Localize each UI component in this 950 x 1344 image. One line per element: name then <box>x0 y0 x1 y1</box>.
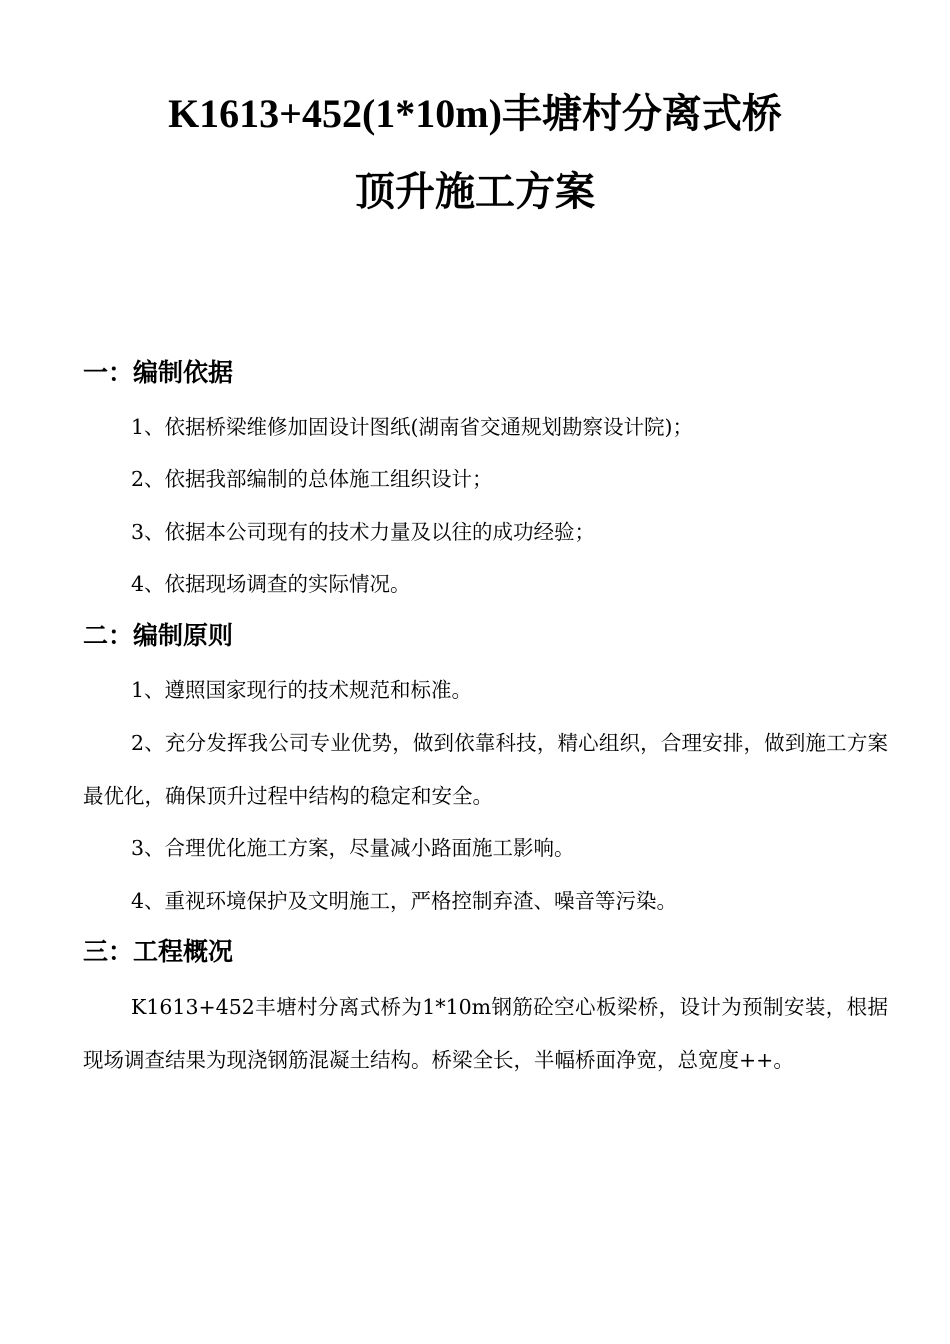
section-heading-overview: 三：工程概况 <box>83 937 234 966</box>
principle-item-3: 3、合理优化施工方案，尽量减小路面施工影响。 <box>131 836 575 860</box>
section-heading-principles: 二：编制原则 <box>83 621 234 650</box>
document-title-line-1: K1613+452(1*10m)丰塘村分离式桥 <box>168 91 782 136</box>
basis-item-1: 1、依据桥梁维修加固设计图纸(湖南省交通规划勘察设计院)； <box>131 415 694 439</box>
section-heading-basis: 一：编制依据 <box>83 358 234 387</box>
overview-paragraph: K1613+452丰塘村分离式桥为1*10m钢筋砼空心板梁桥，设计为预制安装，根据现场调查结果为现浇钢筋混凝土结构。桥梁全长，半幅桥面净宽，总宽度++。 <box>83 995 888 1072</box>
principle-item-1: 1、遵照国家现行的技术规范和标准。 <box>131 678 473 702</box>
basis-item-2: 2、依据我部编制的总体施工组织设计； <box>131 467 493 491</box>
document-title-line-2: 顶升施工方案 <box>355 169 595 214</box>
basis-item-4: 4、依据现场调查的实际情况。 <box>131 572 411 596</box>
principle-item-2: 2、充分发挥我公司专业优势，做到依靠科技，精心组织，合理安排，做到施工方案最优化，确保顶升过程中结构的稳定和安全。 <box>83 731 888 808</box>
principle-item-4: 4、重视环境保护及文明施工，严格控制弃渣、噪音等污染。 <box>131 889 678 913</box>
basis-item-3: 3、依据本公司现有的技术力量及以往的成功经验； <box>131 520 596 544</box>
